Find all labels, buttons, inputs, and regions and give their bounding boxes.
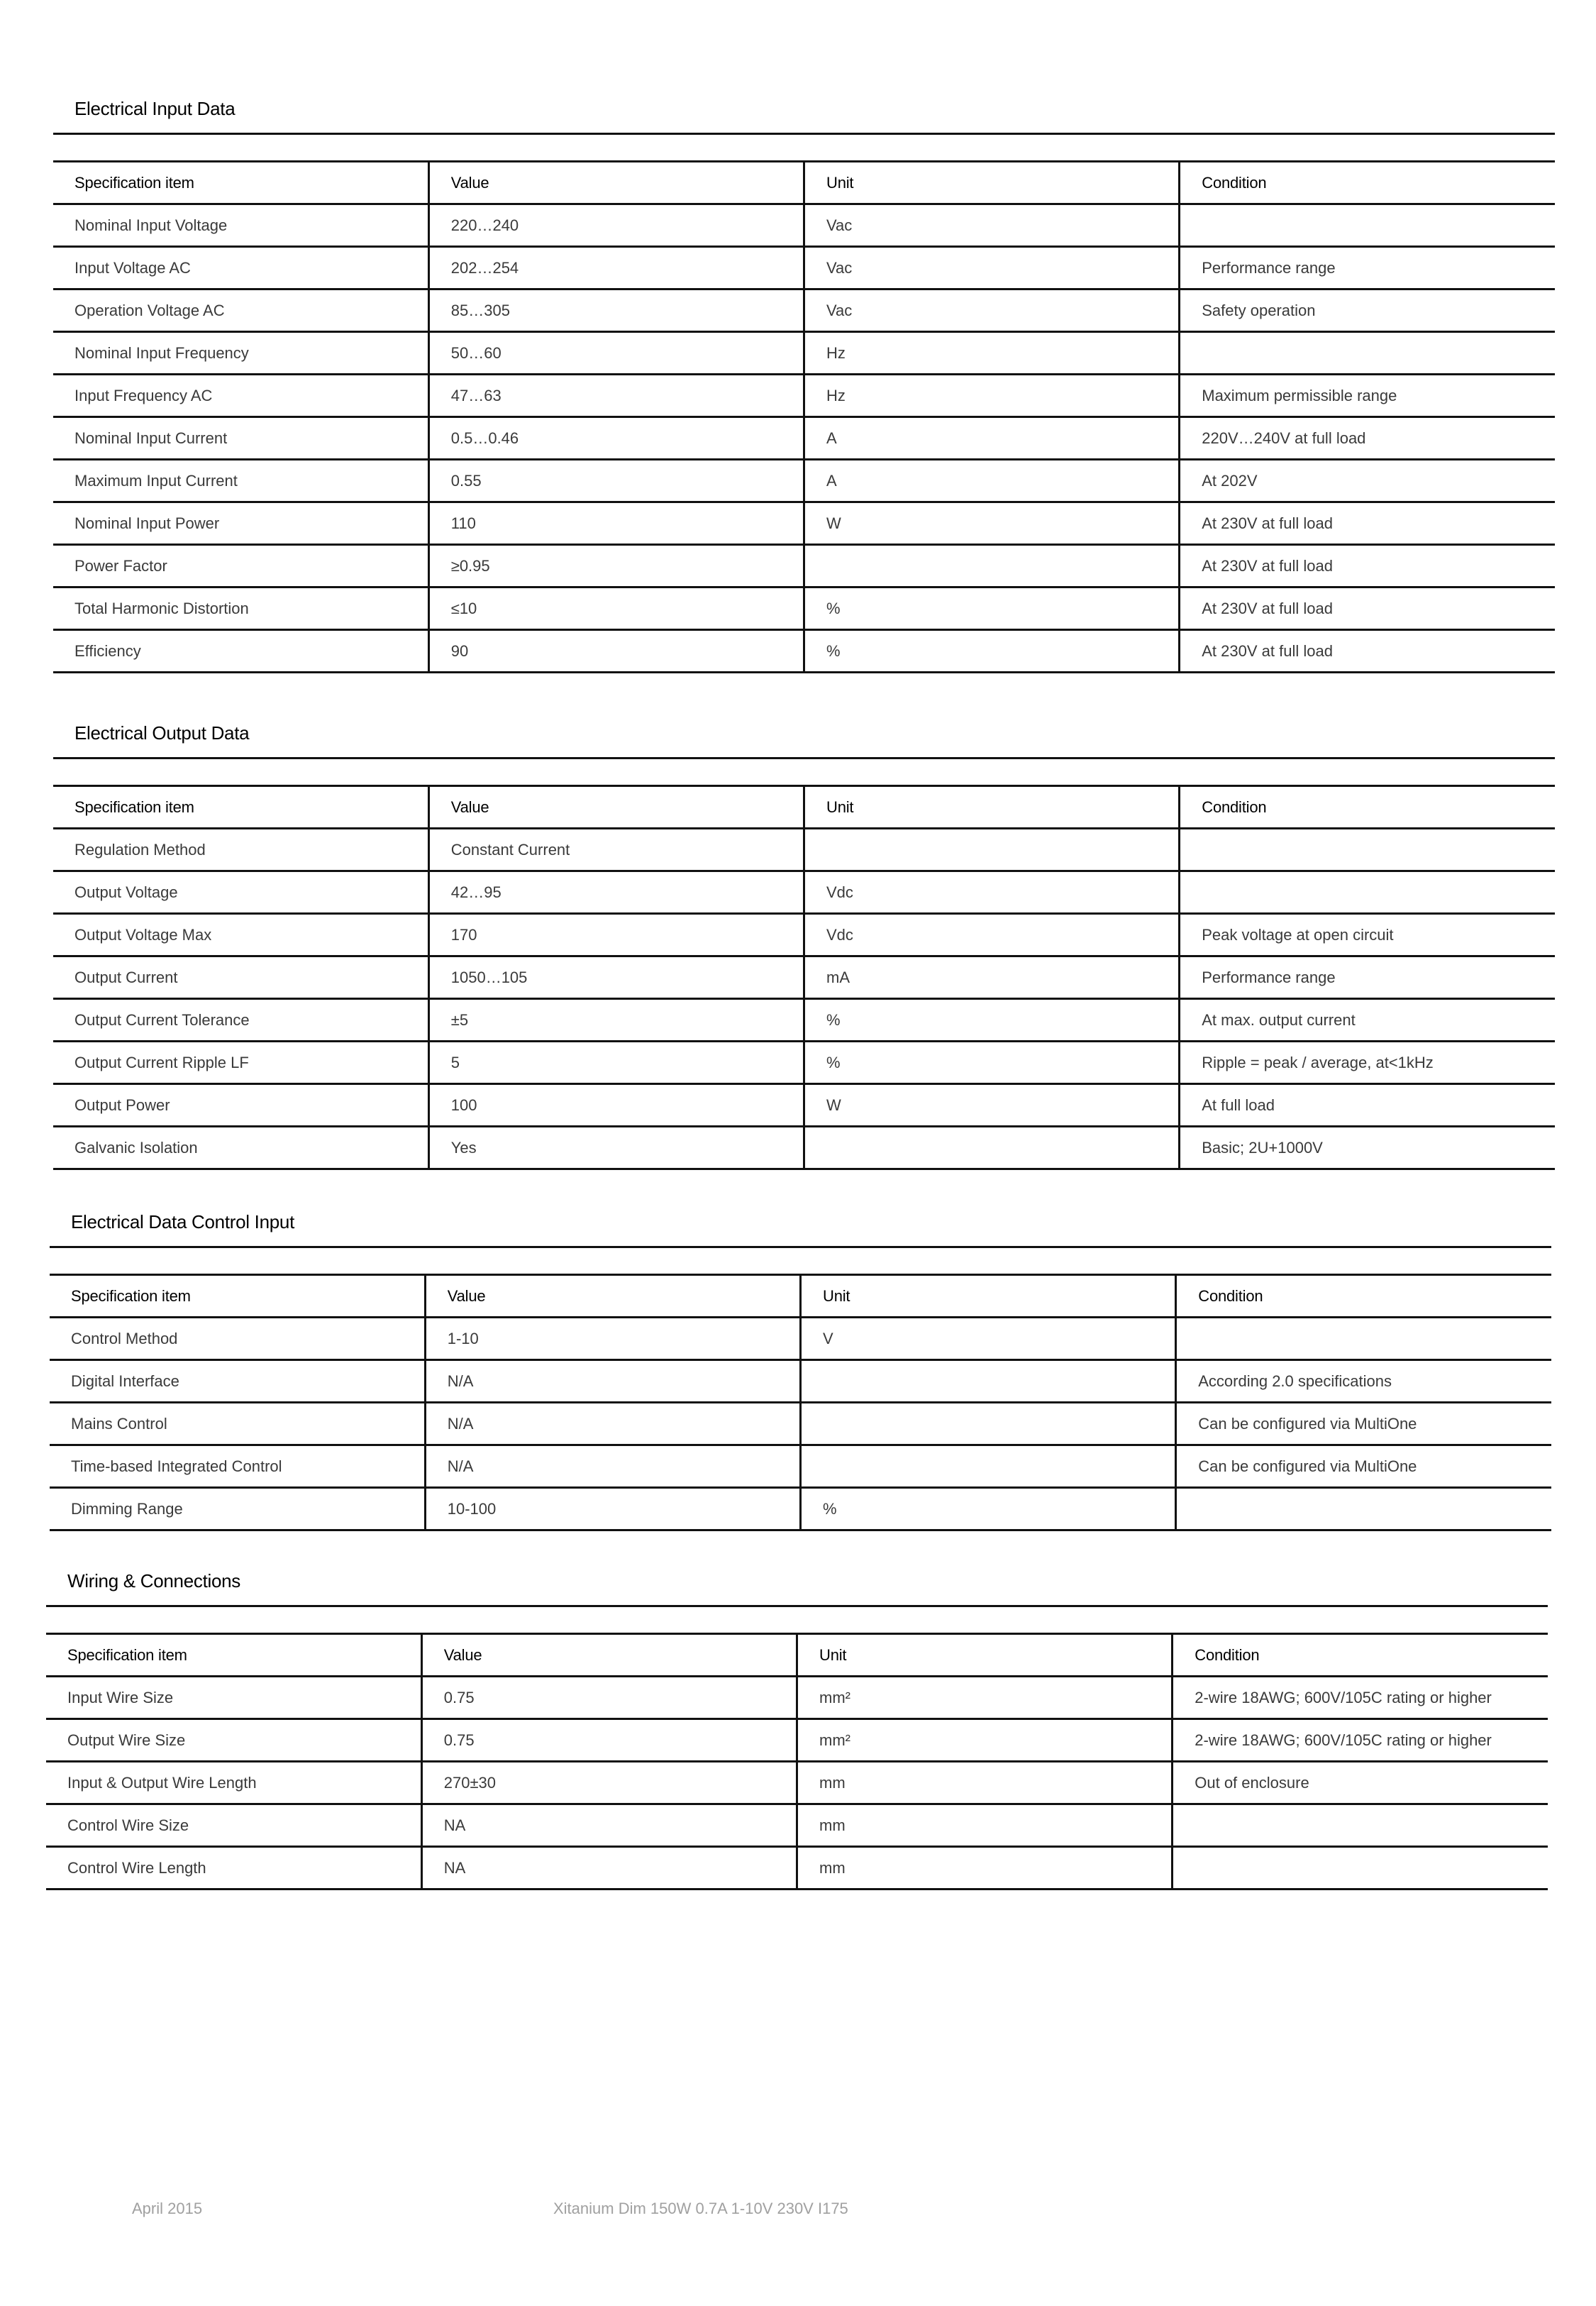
header-condition: Condition: [1180, 162, 1555, 204]
value-cell: Yes: [428, 1127, 804, 1169]
condition-cell: Safety operation: [1180, 289, 1555, 332]
unit-cell: mm²: [797, 1677, 1173, 1719]
condition-cell: [1180, 332, 1555, 375]
condition-cell: Out of enclosure: [1173, 1762, 1548, 1804]
spec-item-cell: Maximum Input Current: [53, 460, 428, 502]
condition-cell: Can be configured via MultiOne: [1176, 1445, 1551, 1488]
table-row: [53, 247, 1555, 289]
section-electrical-output-data: [53, 712, 1555, 1170]
value-cell: 0.75: [421, 1719, 797, 1762]
header-value: Value: [428, 786, 804, 829]
unit-cell: A: [804, 460, 1180, 502]
condition-cell: Can be configured via MultiOne: [1176, 1403, 1551, 1445]
table-header-row: [53, 786, 1555, 829]
unit-cell: mA: [804, 956, 1180, 999]
unit-cell: W: [804, 1084, 1180, 1127]
value-cell: 270±30: [421, 1762, 797, 1804]
value-cell: ≤10: [428, 587, 804, 630]
value-cell: ±5: [428, 999, 804, 1042]
unit-cell: Hz: [804, 332, 1180, 375]
spec-item-cell: Nominal Input Current: [53, 417, 428, 460]
spec-item-cell: Input Wire Size: [46, 1677, 421, 1719]
header-condition: Condition: [1180, 786, 1555, 829]
section-title: Electrical Data Control Input: [50, 1201, 1551, 1248]
spec-item-cell: Output Wire Size: [46, 1719, 421, 1762]
header-value: Value: [428, 162, 804, 204]
header-specification-item: Specification item: [46, 1634, 421, 1677]
header-value: Value: [421, 1634, 797, 1677]
unit-cell: A: [804, 417, 1180, 460]
spec-item-cell: Control Wire Length: [46, 1847, 421, 1890]
table-row: [50, 1318, 1551, 1360]
table-row: [53, 999, 1555, 1042]
spec-table: [46, 1633, 1548, 1890]
value-cell: 10-100: [425, 1488, 800, 1530]
table-row: [53, 502, 1555, 545]
value-cell: NA: [421, 1847, 797, 1890]
unit-cell: V: [801, 1318, 1176, 1360]
footer-date: April 2015: [132, 2200, 203, 2217]
unit-cell: mm: [797, 1762, 1173, 1804]
condition-cell: Maximum permissible range: [1180, 375, 1555, 417]
condition-cell: 2-wire 18AWG; 600V/105C rating or higher: [1173, 1719, 1548, 1762]
spec-item-cell: Input Frequency AC: [53, 375, 428, 417]
table-row: [53, 1084, 1555, 1127]
value-cell: 1050…105: [428, 956, 804, 999]
unit-cell: %: [804, 999, 1180, 1042]
condition-cell: At 230V at full load: [1180, 587, 1555, 630]
spec-item-cell: Control Method: [50, 1318, 425, 1360]
section-electrical-data-control-input: [50, 1201, 1551, 1531]
value-cell: 202…254: [428, 247, 804, 289]
table-row: [53, 545, 1555, 587]
value-cell: 50…60: [428, 332, 804, 375]
condition-cell: Basic; 2U+1000V: [1180, 1127, 1555, 1169]
spec-item-cell: Total Harmonic Distortion: [53, 587, 428, 630]
value-cell: Constant Current: [428, 829, 804, 871]
condition-cell: Peak voltage at open circuit: [1180, 914, 1555, 956]
value-cell: 0.55: [428, 460, 804, 502]
unit-cell: [804, 829, 1180, 871]
condition-cell: [1180, 871, 1555, 914]
condition-cell: Performance range: [1180, 247, 1555, 289]
table-row: [46, 1719, 1548, 1762]
spec-item-cell: Nominal Input Frequency: [53, 332, 428, 375]
table-row: [53, 1127, 1555, 1169]
spec-item-cell: Regulation Method: [53, 829, 428, 871]
value-cell: 0.75: [421, 1677, 797, 1719]
value-cell: 110: [428, 502, 804, 545]
condition-cell: At max. output current: [1180, 999, 1555, 1042]
condition-cell: [1180, 829, 1555, 871]
unit-cell: [801, 1360, 1176, 1403]
condition-cell: [1173, 1847, 1548, 1890]
table-row: [53, 204, 1555, 247]
value-cell: 0.5…0.46: [428, 417, 804, 460]
condition-cell: 220V…240V at full load: [1180, 417, 1555, 460]
unit-cell: [801, 1403, 1176, 1445]
header-condition: Condition: [1176, 1275, 1551, 1318]
value-cell: N/A: [425, 1360, 800, 1403]
table-row: [53, 417, 1555, 460]
spec-item-cell: Output Current: [53, 956, 428, 999]
condition-cell: At 230V at full load: [1180, 630, 1555, 673]
header-specification-item: Specification item: [50, 1275, 425, 1318]
spec-item-cell: Input & Output Wire Length: [46, 1762, 421, 1804]
value-cell: N/A: [425, 1445, 800, 1488]
spec-item-cell: Time-based Integrated Control: [50, 1445, 425, 1488]
header-unit: Unit: [801, 1275, 1176, 1318]
unit-cell: [801, 1445, 1176, 1488]
section-wiring-connections: [46, 1560, 1548, 1890]
unit-cell: [804, 545, 1180, 587]
value-cell: 220…240: [428, 204, 804, 247]
table-row: [53, 956, 1555, 999]
spec-item-cell: Efficiency: [53, 630, 428, 673]
condition-cell: [1173, 1804, 1548, 1847]
value-cell: ≥0.95: [428, 545, 804, 587]
spec-item-cell: Nominal Input Voltage: [53, 204, 428, 247]
value-cell: 170: [428, 914, 804, 956]
table-row: [50, 1403, 1551, 1445]
table-row: [46, 1847, 1548, 1890]
value-cell: 1-10: [425, 1318, 800, 1360]
spec-item-cell: Galvanic Isolation: [53, 1127, 428, 1169]
table-row: [53, 630, 1555, 673]
unit-cell: Vdc: [804, 871, 1180, 914]
spec-item-cell: Nominal Input Power: [53, 502, 428, 545]
section-title: Electrical Input Data: [53, 88, 1555, 135]
spec-item-cell: Power Factor: [53, 545, 428, 587]
table-row: [53, 460, 1555, 502]
unit-cell: %: [804, 630, 1180, 673]
spec-item-cell: Input Voltage AC: [53, 247, 428, 289]
condition-cell: At 230V at full load: [1180, 545, 1555, 587]
spec-item-cell: Control Wire Size: [46, 1804, 421, 1847]
condition-cell: According 2.0 specifications: [1176, 1360, 1551, 1403]
table-row: [46, 1804, 1548, 1847]
header-unit: Unit: [804, 162, 1180, 204]
spec-item-cell: Digital Interface: [50, 1360, 425, 1403]
condition-cell: 2-wire 18AWG; 600V/105C rating or higher: [1173, 1677, 1548, 1719]
section-title: Electrical Output Data: [53, 712, 1555, 759]
header-value: Value: [425, 1275, 800, 1318]
table-row: [50, 1360, 1551, 1403]
unit-cell: Vac: [804, 204, 1180, 247]
condition-cell: [1180, 204, 1555, 247]
unit-cell: %: [804, 1042, 1180, 1084]
table-row: [53, 587, 1555, 630]
footer-product-name: Xitanium Dim 150W 0.7A 1-10V 230V I175: [553, 2200, 848, 2217]
condition-cell: [1176, 1488, 1551, 1530]
spec-table: [53, 160, 1555, 673]
table-row: [50, 1488, 1551, 1530]
unit-cell: %: [801, 1488, 1176, 1530]
condition-cell: Performance range: [1180, 956, 1555, 999]
table-row: [46, 1762, 1548, 1804]
spec-item-cell: Output Voltage: [53, 871, 428, 914]
unit-cell: mm: [797, 1804, 1173, 1847]
spec-item-cell: Output Current Ripple LF: [53, 1042, 428, 1084]
table-row: [50, 1445, 1551, 1488]
spec-item-cell: Mains Control: [50, 1403, 425, 1445]
value-cell: 85…305: [428, 289, 804, 332]
value-cell: NA: [421, 1804, 797, 1847]
unit-cell: Vac: [804, 247, 1180, 289]
spec-item-cell: Output Power: [53, 1084, 428, 1127]
table-row: [53, 914, 1555, 956]
table-header-row: [50, 1275, 1551, 1318]
unit-cell: W: [804, 502, 1180, 545]
value-cell: 42…95: [428, 871, 804, 914]
value-cell: N/A: [425, 1403, 800, 1445]
spec-item-cell: Output Current Tolerance: [53, 999, 428, 1042]
table-row: [53, 332, 1555, 375]
unit-cell: %: [804, 587, 1180, 630]
header-specification-item: Specification item: [53, 162, 428, 204]
table-row: [53, 375, 1555, 417]
value-cell: 100: [428, 1084, 804, 1127]
table-row: [53, 289, 1555, 332]
condition-cell: At 202V: [1180, 460, 1555, 502]
unit-cell: mm²: [797, 1719, 1173, 1762]
header-unit: Unit: [797, 1634, 1173, 1677]
spec-table: [53, 785, 1555, 1170]
condition-cell: Ripple = peak / average, at<1kHz: [1180, 1042, 1555, 1084]
condition-cell: [1176, 1318, 1551, 1360]
table-header-row: [46, 1634, 1548, 1677]
header-condition: Condition: [1173, 1634, 1548, 1677]
value-cell: 47…63: [428, 375, 804, 417]
table-row: [53, 829, 1555, 871]
section-electrical-input-data: [53, 88, 1555, 673]
spec-table: [50, 1274, 1551, 1531]
header-specification-item: Specification item: [53, 786, 428, 829]
spec-item-cell: Dimming Range: [50, 1488, 425, 1530]
unit-cell: Vdc: [804, 914, 1180, 956]
condition-cell: At full load: [1180, 1084, 1555, 1127]
value-cell: 5: [428, 1042, 804, 1084]
table-row: [46, 1677, 1548, 1719]
value-cell: 90: [428, 630, 804, 673]
unit-cell: Vac: [804, 289, 1180, 332]
table-row: [53, 871, 1555, 914]
spec-item-cell: Output Voltage Max: [53, 914, 428, 956]
condition-cell: At 230V at full load: [1180, 502, 1555, 545]
section-title: Wiring & Connections: [46, 1560, 1548, 1607]
unit-cell: mm: [797, 1847, 1173, 1890]
table-row: [53, 1042, 1555, 1084]
unit-cell: [804, 1127, 1180, 1169]
table-header-row: [53, 162, 1555, 204]
spec-item-cell: Operation Voltage AC: [53, 289, 428, 332]
header-unit: Unit: [804, 786, 1180, 829]
unit-cell: Hz: [804, 375, 1180, 417]
